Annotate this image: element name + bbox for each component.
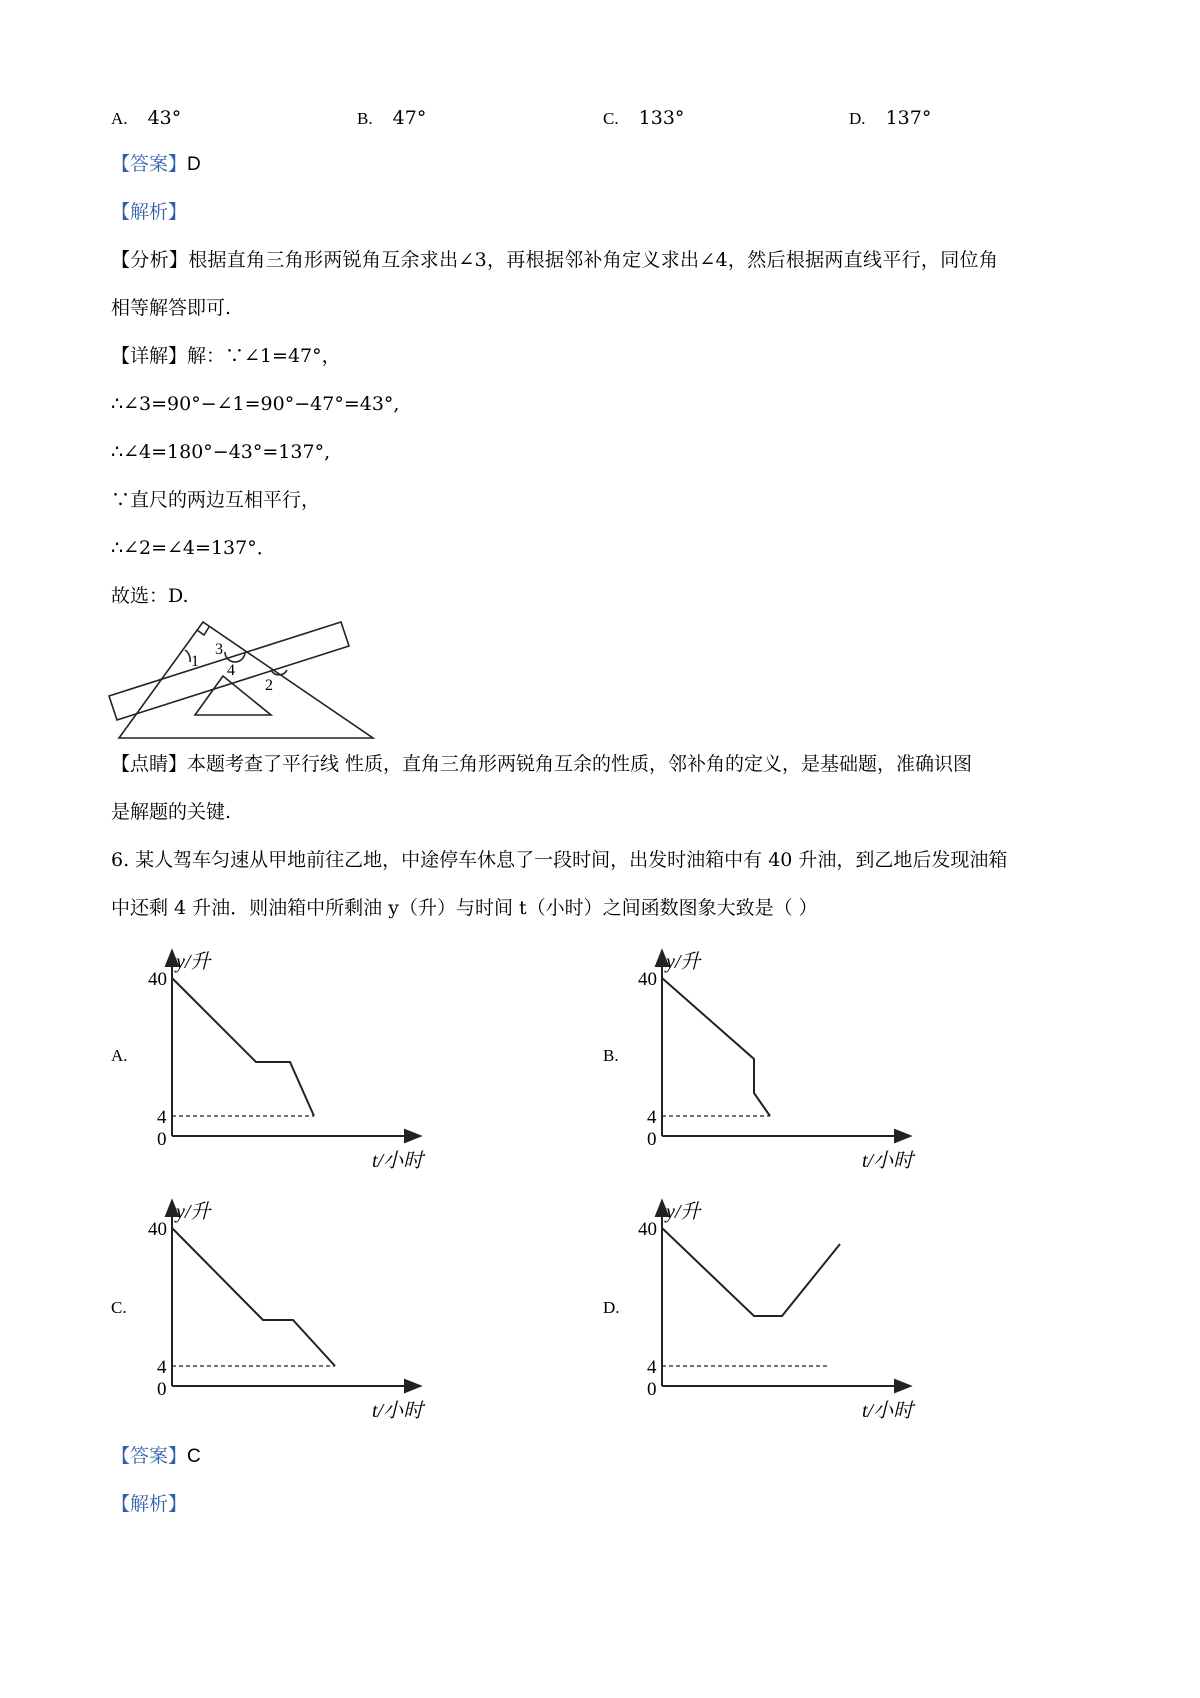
option-letter: C. bbox=[603, 109, 619, 128]
step-4: ∴∠2=∠4=137°． bbox=[111, 537, 276, 559]
xiangjie-line bbox=[111, 342, 341, 370]
dianjing-text: 本题考查了平行线 性质，直角三角形两锐角互余的性质，邻补角的定义，是基础题，准确识图 bbox=[187, 753, 973, 775]
answer-tag: 【答案】 bbox=[111, 1445, 188, 1467]
option-value: 43° bbox=[147, 107, 182, 129]
graph-d-ytick-40: 40 bbox=[638, 1219, 657, 1240]
small-triangle bbox=[195, 676, 271, 715]
fenxi-text: 根据直角三角形两锐角互余求出∠3，再根据邻补角定义求出∠4，然后根据两直线平行，同位角 bbox=[188, 249, 999, 271]
graph-a-letter: A. bbox=[111, 1046, 128, 1065]
fenxi-line-2: 相等解答即可. bbox=[111, 297, 232, 319]
graph-a-ytick-40: 40 bbox=[148, 969, 167, 990]
answer-tag: 【答案】 bbox=[111, 153, 188, 175]
graph-c-ylabel: y/升 bbox=[176, 1201, 211, 1223]
step-1: ∴∠3=90°−∠1=90°−47°=43°, bbox=[111, 393, 400, 415]
graph-b-ytick-4: 4 bbox=[647, 1107, 657, 1128]
graph-c-ytick-40: 40 bbox=[148, 1219, 167, 1240]
graph-b-ylabel: y/升 bbox=[666, 951, 701, 973]
dianjing-line-1 bbox=[111, 750, 972, 778]
q6-analysis-tag: 【解析】 bbox=[111, 1493, 188, 1515]
fenxi-tag: 【分析】 bbox=[111, 249, 189, 271]
graph-b-letter: B. bbox=[603, 1046, 619, 1065]
angle-3-label: 3 bbox=[215, 641, 223, 658]
angle-4-label: 4 bbox=[227, 662, 235, 679]
graph-b-xlabel: t/小时 bbox=[862, 1150, 914, 1172]
fenxi-line-1 bbox=[111, 246, 998, 274]
option-value: 137° bbox=[885, 107, 932, 129]
graph-b-ytick-40: 40 bbox=[638, 969, 657, 990]
graph-d bbox=[640, 1198, 930, 1423]
graph-d-ylabel: y/升 bbox=[666, 1201, 701, 1223]
graph-c-origin: 0 bbox=[157, 1379, 167, 1400]
graph-a-ytick-4: 4 bbox=[157, 1107, 167, 1128]
option-letter: D. bbox=[849, 109, 866, 128]
step-3: ∵直尺的两边互相平行， bbox=[111, 489, 321, 511]
angle-2-label: 2 bbox=[265, 677, 273, 694]
angle-1-label: 1 bbox=[191, 653, 199, 670]
graph-c-letter: C. bbox=[111, 1298, 127, 1317]
option-value: 133° bbox=[638, 107, 685, 129]
x-axis-arrow bbox=[895, 1380, 910, 1392]
option-letter: B. bbox=[357, 109, 373, 128]
graph-b-origin: 0 bbox=[647, 1129, 657, 1150]
graph-a-origin: 0 bbox=[157, 1129, 167, 1150]
option-letter: A. bbox=[111, 109, 128, 128]
dianjing-line-2: 是解题的关键. bbox=[111, 801, 232, 823]
option-value: 47° bbox=[392, 107, 427, 129]
choose-line: 故选：D. bbox=[111, 585, 189, 607]
q6-line-1: 6. 某人驾车匀速从甲地前往乙地，中途停车休息了一段时间，出发时油箱中有 40 升油，到乙地后发现油箱 bbox=[111, 849, 1008, 871]
graph-c-xlabel: t/小时 bbox=[372, 1400, 424, 1422]
step-2: ∴∠4=180°−43°=137°, bbox=[111, 441, 331, 463]
option-b bbox=[357, 104, 426, 133]
graph-c-ytick-4: 4 bbox=[157, 1357, 167, 1378]
graph-d-xlabel: t/小时 bbox=[862, 1400, 914, 1422]
option-a bbox=[111, 104, 181, 133]
graph-d-line bbox=[662, 1228, 840, 1316]
graph-d-ytick-4: 4 bbox=[647, 1357, 657, 1378]
graph-a-line bbox=[172, 978, 314, 1116]
graph-b bbox=[640, 948, 930, 1173]
analysis-tag: 【解析】 bbox=[111, 201, 188, 223]
answer-line bbox=[111, 150, 201, 179]
graph-a bbox=[150, 948, 440, 1173]
graph-a-xlabel: t/小时 bbox=[372, 1150, 424, 1172]
option-c bbox=[603, 104, 684, 133]
x-axis-arrow bbox=[895, 1130, 910, 1142]
graph-b-line bbox=[662, 978, 770, 1116]
angle-1-arc bbox=[185, 650, 190, 662]
graph-d-origin: 0 bbox=[647, 1379, 657, 1400]
ruler-triangle-figure bbox=[105, 612, 385, 742]
graph-c bbox=[150, 1198, 440, 1423]
q6-answer-line bbox=[111, 1442, 201, 1471]
xiangjie-text: 解：∵∠1=47°， bbox=[187, 345, 341, 367]
graph-d-letter: D. bbox=[603, 1298, 620, 1317]
q6-line-2: 中还剩 4 升油．则油箱中所剩油 y（升）与时间 t（小时）之间函数图象大致是（ ） bbox=[111, 897, 818, 919]
dianjing-tag: 【点睛】 bbox=[111, 753, 188, 775]
graph-c-line bbox=[172, 1228, 335, 1366]
answer-value: D bbox=[187, 154, 201, 175]
xiangjie-tag: 【详解】 bbox=[111, 345, 188, 367]
option-d bbox=[849, 104, 931, 133]
x-axis-arrow bbox=[405, 1130, 420, 1142]
x-axis-arrow bbox=[405, 1380, 420, 1392]
answer-value: C bbox=[187, 1446, 201, 1467]
graph-a-ylabel: y/升 bbox=[176, 951, 211, 973]
